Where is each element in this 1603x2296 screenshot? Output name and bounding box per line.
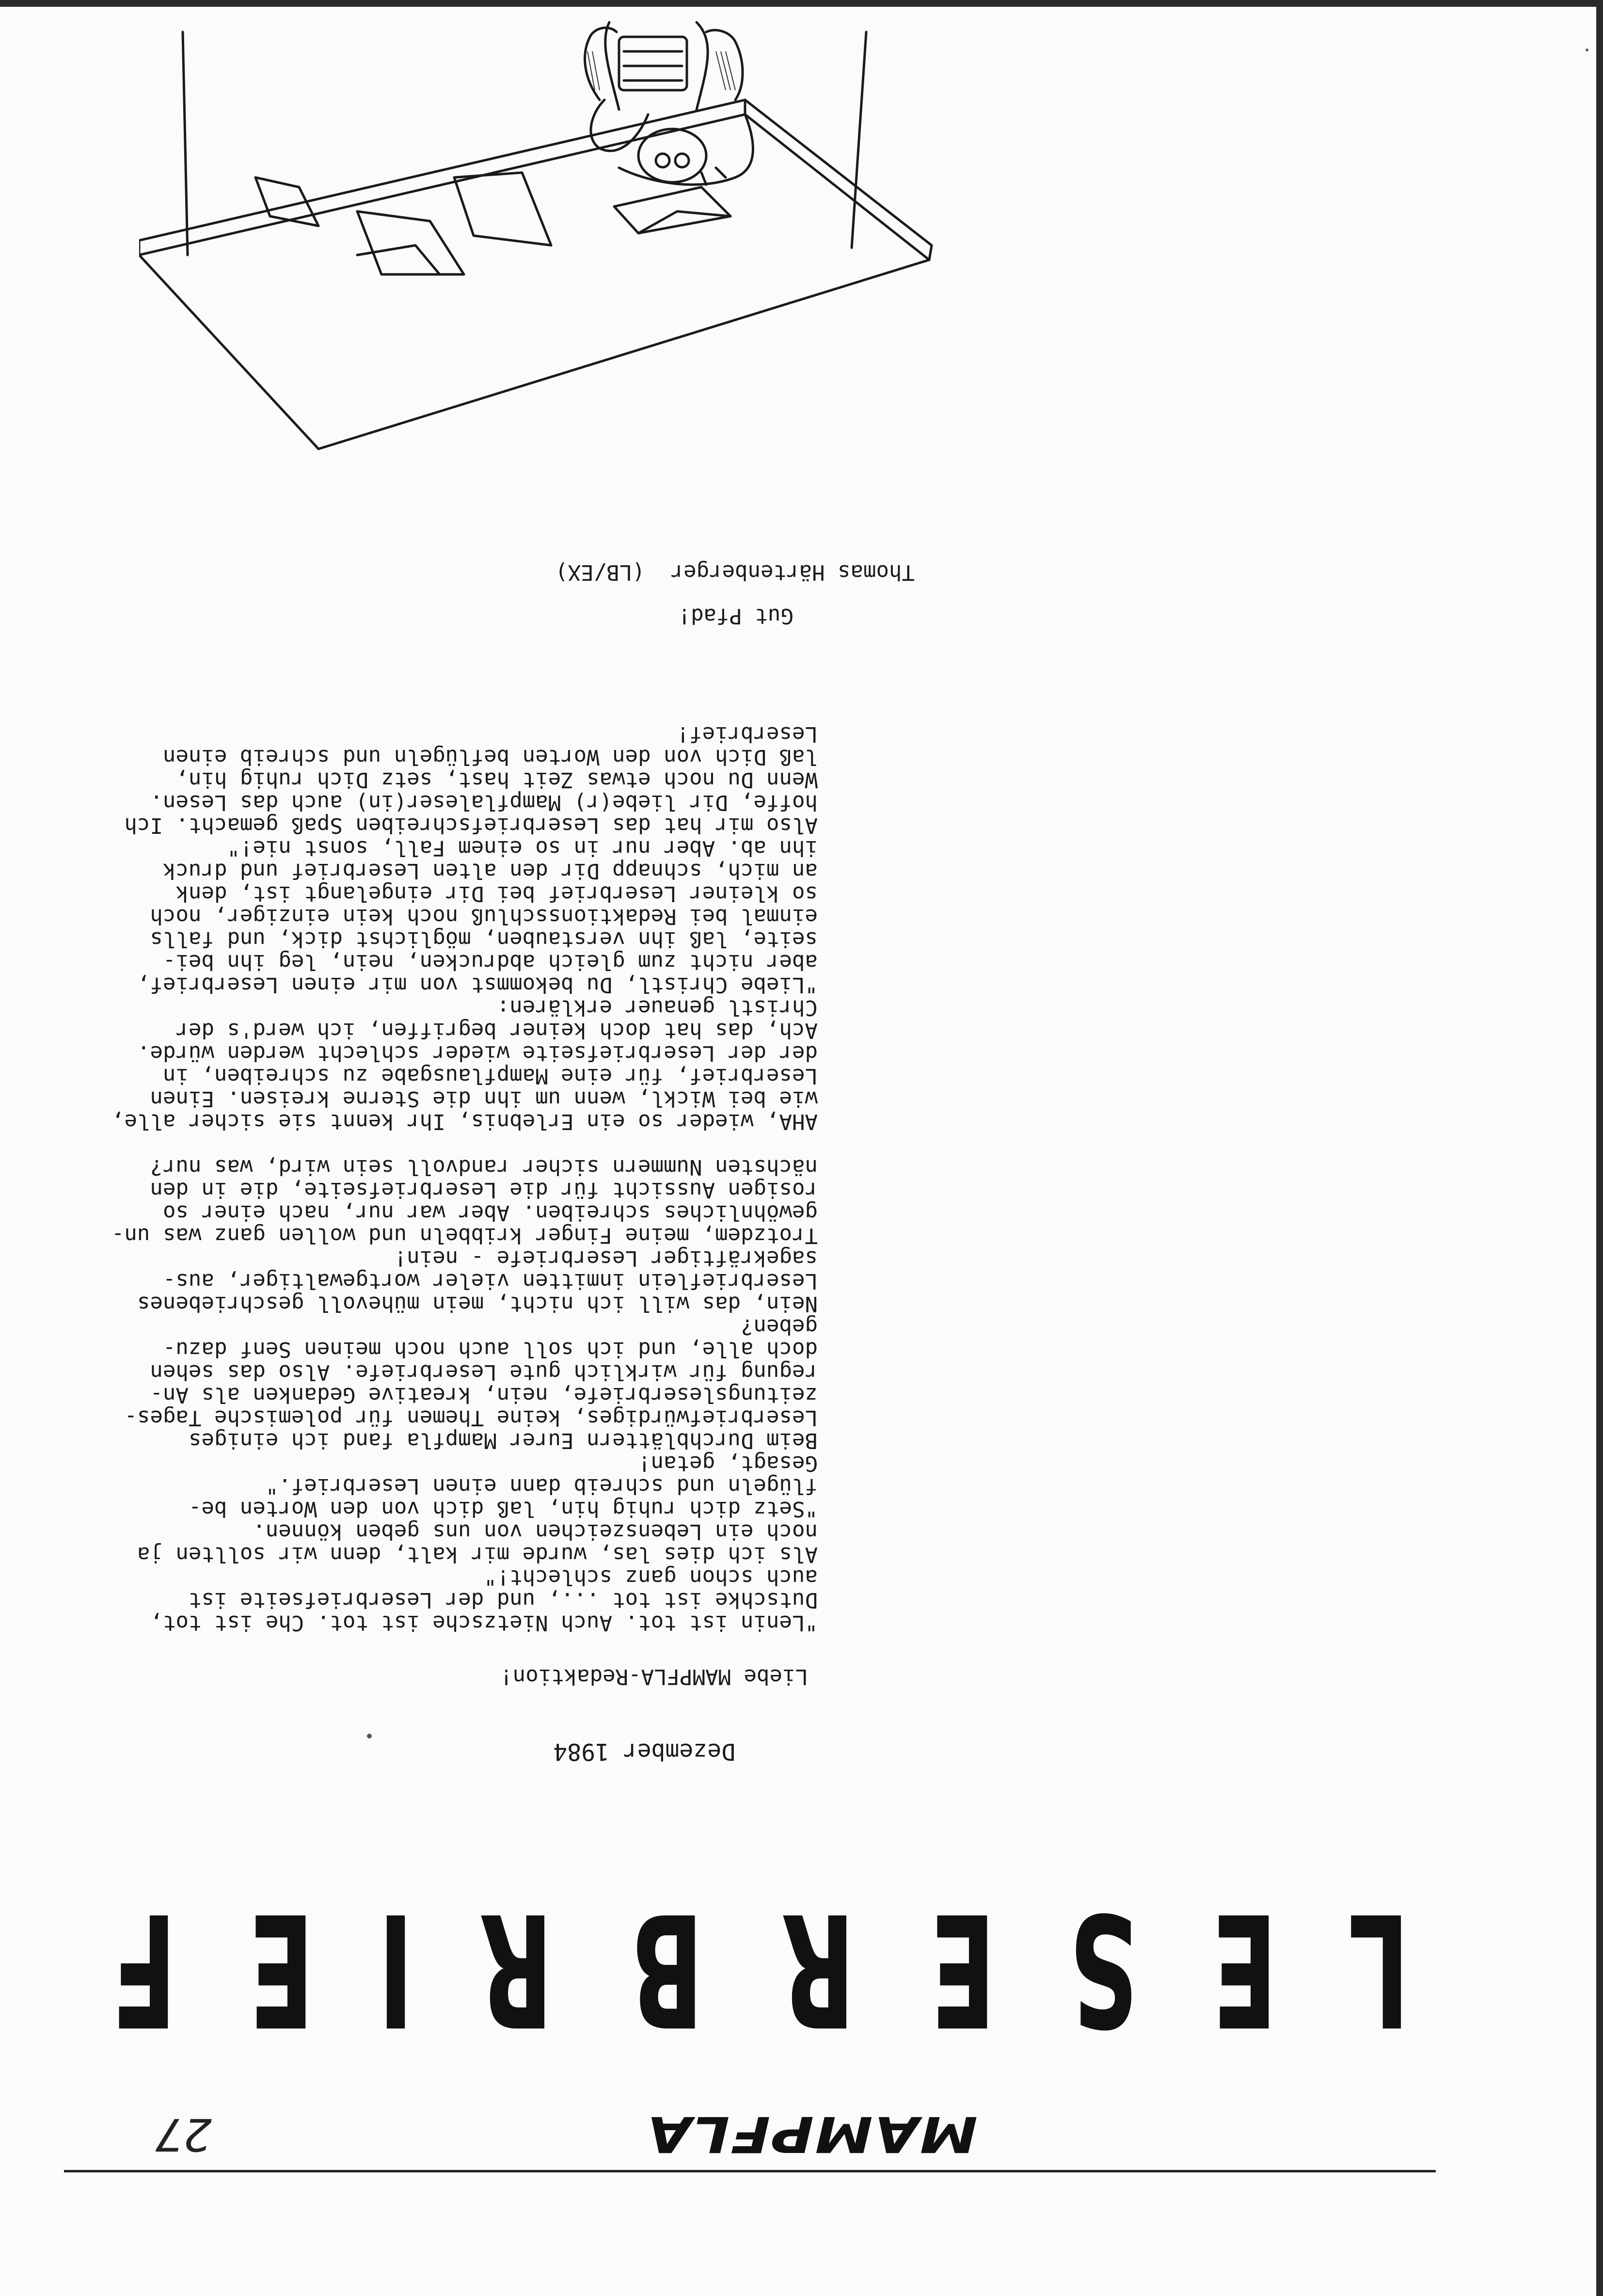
letter-line: "Lenin ist tot. Auch Nietzsche ist tot. Che ist tot, [150,1610,818,1635]
page-number: 27 [155,2108,212,2160]
letter-line: Dutschke ist tot ..., und der Leserbriefseite ist [188,1588,818,1612]
letter-line: Nein, das will ich nicht, mein mühevoll geschriebenes [137,1292,818,1316]
letter-line: regung für wirklich gute Leserbriefe. Also das sehen [150,1360,818,1385]
letter-line: "Setz dich ruhig hin, laß dich von den Worten be- [188,1497,818,1521]
letter-line: laß Dich von den Worten beflügeln und schreib einen [162,745,818,769]
letter-line: Beim Durchblättern Eurer Mampfla fand ich einiges [188,1428,818,1453]
letter-line: Wenn Du noch etwas Zeit hast, setz Dich ruhig hin, [175,767,818,792]
letter-line: Leserbriefwürdiges, keine Themen für polemische Tages- [124,1405,818,1430]
letter-line: wie bei Wickl, wenn um ihn die Sterne kreisen. Einen [150,1086,818,1111]
scan-speck [1586,48,1588,51]
illustration-person-holding-board [139,13,987,594]
letter-line: an mich, schnapp Dir den alten Leserbrief und druck [162,859,818,883]
headline-letter: B [630,1879,704,2059]
letter-line: Trotzdem, meine Finger kribbeln und wollen ganz was un- [111,1223,818,1248]
letter-line: sagekräftiger Leserbriefe - nein! [394,1246,818,1271]
headline-letter: I [378,1879,414,2059]
headline-letter: L [1348,1879,1410,2059]
letter-line: auch schon ganz schlecht!" [484,1565,818,1590]
letter-salutation: Liebe MAMPFLA-Redaktion! [500,1664,808,1689]
header-rule [64,2170,1436,2172]
letter-body [0,723,818,1634]
scan-edge-bottom [0,0,1603,7]
letter-line: Ach, das hat doch keiner begriffen, ich werd's der [175,1018,818,1043]
letter-line: seite, laß ihn verstauben, möglichst dick, und falls [150,927,818,952]
scan-speck [367,1734,372,1738]
letter-line: Leserbrief, für eine Mampflausgabe zu schreiben, in [162,1064,818,1088]
letter-line: Leserbrieflein inmitten vieler wortgewaltiger, aus- [162,1269,818,1293]
headline-letter: E [1211,1879,1278,2059]
letter-line: Als ich dies las, wurde mir kalt, denn wir sollten ja [137,1542,818,1567]
letter-line: zeitungsleserbriefe, nein, kreative Gedanken als An- [150,1383,818,1407]
letter-line: so kleiner Leserbrief bei Dir eingelangt ist, denk [175,881,818,906]
letter-line: geben? [741,1314,818,1339]
letter-line: ihn ab. Aber nur in so einem Fall, sonst nie!" [227,836,818,861]
letter-date: Dezember 1984 [553,1738,735,1765]
letter-line: doch alle, und ich soll auch noch meinen Senf dazu- [162,1337,818,1362]
headline-leserbrief [91,1879,1428,2059]
letter-line: noch ein Lebenszeichen von uns geben können. [253,1519,818,1544]
headline-letter: S [1069,1879,1139,2059]
letter-line: hoffe, Dir liebe(r) Mampflaleser(in) auch das Lesen. [150,790,818,815]
letter-line [0,1133,818,1156]
headline-letter: F [111,1879,177,2059]
letter-line: rosigen Aussicht für die Leserbriefseite, die in den [150,1178,818,1202]
letter-line: Leserbrief! [676,722,818,747]
letter-line: AHA, wieder so ein Erlebnis, Ihr kennt sie sicher alle, [111,1109,818,1134]
headline-letter: R [479,1879,554,2059]
letter-line: flügeln und schreib dann einen Leserbrief." [265,1474,818,1499]
letter-line: Christl genauer erklären: [496,995,818,1020]
scan-edge-left [1596,0,1603,2296]
letter-closing: Gut Pfad! [678,604,794,628]
headline-letter: R [781,1879,855,2059]
headline-letter: E [249,1879,315,2059]
letter-line: Gesagt, getan! [638,1451,818,1476]
letter-line: "Liebe Christl, Du bekommst von mir einen Leserbrief, [137,973,818,997]
headline-letter: E [930,1879,996,2059]
letter-line: aber nicht zum gleich abdrucken, nein, leg ihn bei- [162,950,818,974]
letter-line: einmal bei Redaktionsschluß noch kein einziger, noch [150,904,818,929]
letter-line: der der Leserbriefseite wieder schlecht werden würde. [137,1041,818,1066]
letter-line: gewöhnliches schreiben. Aber war nur, nach einer so [162,1200,818,1225]
letter-signature: Thomas Härtenberger (LB/EX) [555,560,915,585]
letter-line: Also mir hat das Leserbriefschreiben Spaß gemacht. Ich [124,813,818,838]
letter-line: nächsten Nummern sicher randvoll sein wird, was nur? [150,1155,818,1180]
magazine-logo: MAMPFLA [646,2105,978,2163]
